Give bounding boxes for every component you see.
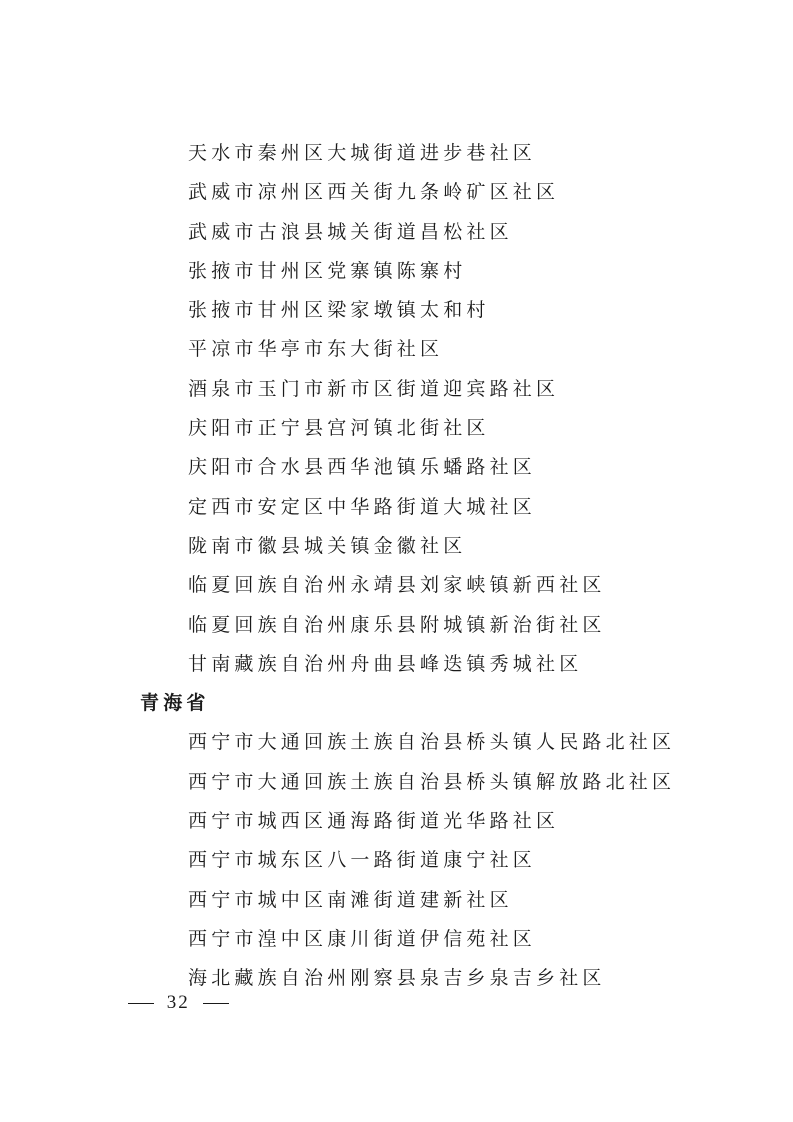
list-item: 临夏回族自治州康乐县附城镇新治街社区 (188, 613, 606, 636)
list-item: 西宁市城中区南滩街道建新社区 (188, 888, 513, 911)
list-item: 庆阳市合水县西华池镇乐蟠路社区 (188, 456, 537, 479)
left-dash (128, 1003, 154, 1004)
list-item: 平凉市华亭市东大街社区 (188, 338, 444, 361)
list-item: 西宁市湟中区康川街道伊信苑社区 (188, 927, 537, 950)
list-item: 武威市凉州区西关街九条岭矿区社区 (188, 181, 560, 204)
list-item: 酒泉市玉门市新市区街道迎宾路社区 (188, 377, 560, 400)
list-item: 庆阳市正宁县宫河镇北街社区 (188, 417, 490, 440)
page-number-footer (122, 992, 235, 1014)
list-item: 西宁市城西区通海路街道光华路社区 (188, 810, 560, 833)
list-item: 定西市安定区中华路街道大城社区 (188, 495, 537, 518)
page-number: 32 (166, 992, 190, 1013)
list-item: 海北藏族自治州刚察县泉吉乡泉吉乡社区 (188, 967, 606, 990)
community-list (0, 134, 793, 999)
list-item: 临夏回族自治州永靖县刘家峡镇新西社区 (188, 574, 606, 597)
list-item: 陇南市徽县城关镇金徽社区 (188, 534, 467, 557)
list-item: 西宁市大通回族土族自治县桥头镇人民路北社区 (188, 731, 676, 754)
list-item: 张掖市甘州区梁家墩镇太和村 (188, 299, 490, 322)
right-dash (203, 1003, 229, 1004)
list-item: 甘南藏族自治州舟曲县峰迭镇秀城社区 (188, 652, 583, 675)
list-item: 天水市秦州区大城街道进步巷社区 (188, 142, 537, 164)
list-item: 武威市古浪县城关街道昌松社区 (188, 220, 513, 243)
list-item: 西宁市城东区八一路街道康宁社区 (188, 849, 537, 872)
list-item: 西宁市大通回族土族自治县桥头镇解放路北社区 (188, 770, 676, 793)
province-heading: 青海省 (140, 692, 210, 715)
list-item: 张掖市甘州区党寨镇陈寨村 (188, 259, 467, 282)
